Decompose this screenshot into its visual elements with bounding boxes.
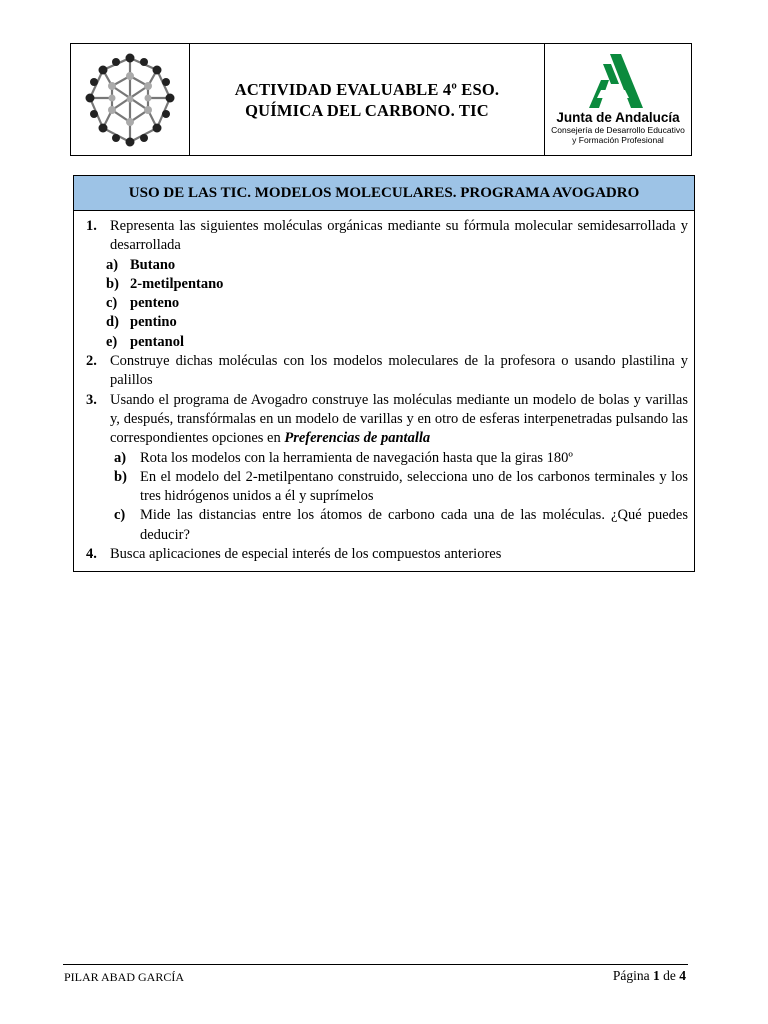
- sub-letter: c): [106, 295, 118, 312]
- footer-author: PILAR ABAD GARCÍA: [64, 970, 185, 984]
- sub-letter: d): [106, 314, 119, 331]
- page-word: Página: [612, 968, 650, 983]
- sub-text: Mide las distancias entre los átomos de carbono cada una de las moléculas. ¿Qué puedes deducir?: [140, 507, 688, 543]
- sub-text: 2-metilpentano: [130, 275, 224, 292]
- title-line-2: QUÍMICA DEL CARBONO. TIC: [245, 100, 489, 120]
- page-current: 1: [653, 968, 660, 983]
- sub-item: [86, 449, 688, 468]
- item-text-wrapper: [110, 391, 688, 449]
- activity-heading: USO DE LAS TIC. MODELOS MOLECULARES. PROGRAMA AVOGADRO: [74, 176, 694, 211]
- sub-letter: c): [114, 507, 126, 524]
- sub-item: [86, 333, 688, 352]
- item-text: Usando el programa de Avogadro construye las moléculas mediante un modelo de bolas y varillas y, después, transfórmalas en un modelo de varillas y en otro de esferas interpenetradas pulsando las correspondientes opciones en: [110, 391, 688, 447]
- activity-content: [74, 211, 694, 564]
- sub-item: [86, 256, 688, 275]
- sub-letter: a): [114, 449, 127, 466]
- item-number: 3.: [86, 391, 97, 408]
- sub-letter: b): [114, 468, 127, 485]
- list-item: [86, 352, 688, 391]
- sub-item: [86, 468, 688, 507]
- sub-letter: e): [106, 333, 118, 350]
- item-text: Construye dichas moléculas con los modelos moleculares de la profesora o usando plastilina y palillos: [110, 353, 688, 389]
- sub-item: [86, 313, 688, 332]
- item-text: Busca aplicaciones de especial interés de los compuestos anteriores: [110, 546, 502, 563]
- item-number: 1.: [86, 218, 97, 234]
- junta-andalucia-emblem-icon: [585, 54, 651, 108]
- page-of: de: [663, 968, 676, 983]
- sub-letter: b): [106, 275, 119, 292]
- page-total: 4: [679, 968, 686, 983]
- junta-andalucia-logo: [544, 44, 691, 155]
- sub-text: pentino: [130, 314, 177, 331]
- sub-item: [86, 506, 688, 545]
- sub-text: penteno: [130, 295, 180, 312]
- list-item: [86, 545, 688, 564]
- sub-text: En el modelo del 2-metilpentano construido, selecciona uno de los carbonos terminales y los tres hidrógenos unidos a él y suprímelos: [140, 468, 688, 505]
- sub-text: Butano: [130, 256, 176, 273]
- logo-sub-2: y Formación Profesional: [572, 135, 664, 145]
- page-number: [613, 968, 686, 984]
- title-line-1: ACTIVIDAD EVALUABLE 4º ESO.: [234, 79, 500, 99]
- list-item: [86, 391, 688, 449]
- sub-text: Rota los modelos con la herramienta de navegación hasta que la giras 180º: [140, 449, 573, 466]
- sub-item: [86, 275, 688, 294]
- item-emphasis: Preferencias de pantalla: [284, 430, 431, 447]
- item-number: 2.: [86, 353, 97, 370]
- header-title-cell: [190, 44, 544, 155]
- fullerene-molecule-icon: [78, 48, 182, 152]
- logo-name: Junta de Andalucía: [556, 110, 680, 125]
- sub-text: pentanol: [130, 333, 184, 350]
- logo-left-cell: [71, 44, 190, 155]
- footer-divider: [63, 964, 688, 965]
- logo-sub-1: Consejería de Desarrollo Educativo: [551, 125, 685, 135]
- item-text: Representa las siguientes moléculas orgánicas mediante su fórmula molecular semidesarrollada y desarrollada: [110, 218, 688, 254]
- activity-box: [73, 175, 695, 572]
- sub-letter: a): [106, 256, 119, 273]
- item-number: 4.: [86, 546, 97, 563]
- list-item: [86, 217, 688, 256]
- document-header: [70, 43, 692, 156]
- sub-item: [86, 294, 688, 313]
